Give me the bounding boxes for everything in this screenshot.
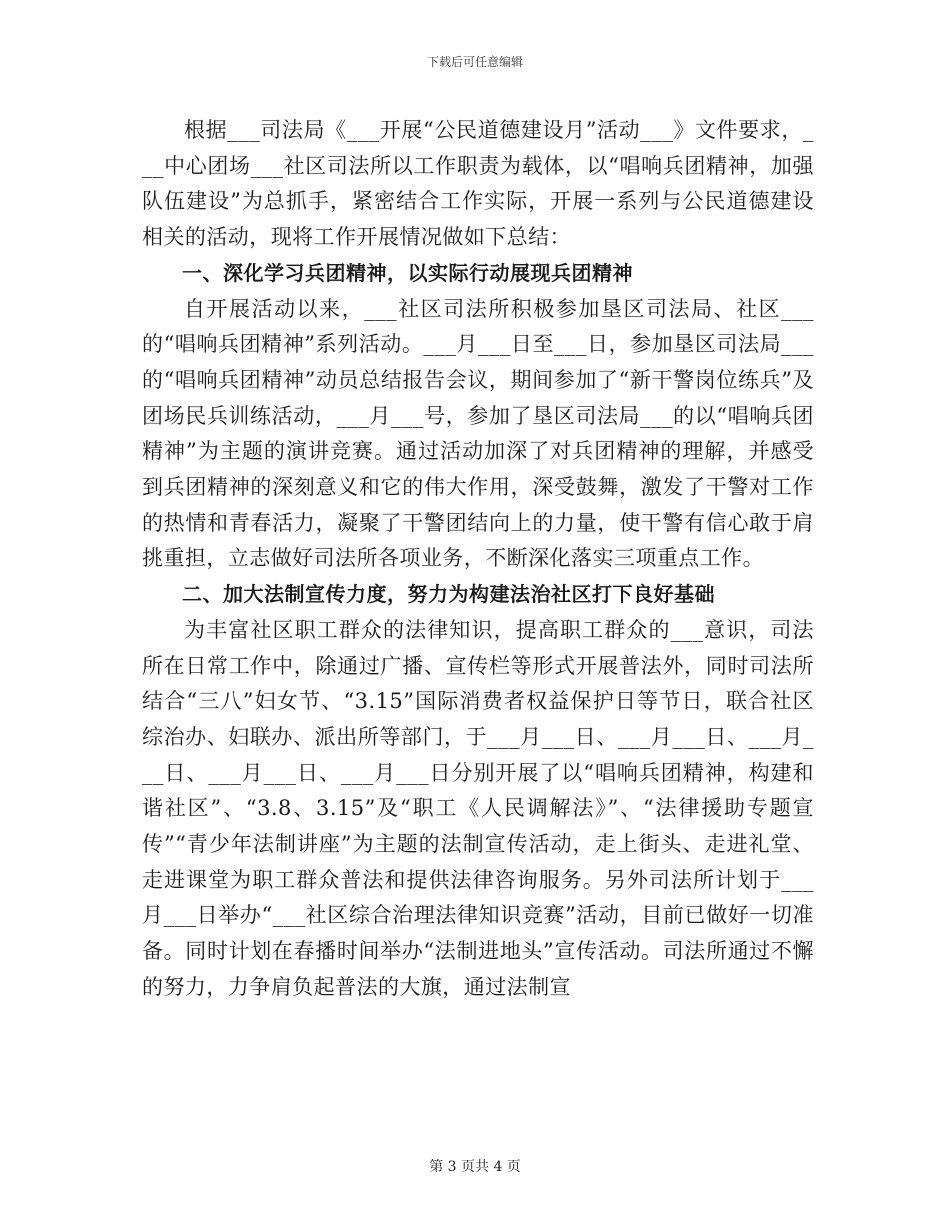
section-1-paragraph: 自开展活动以来，___社区司法所积极参加垦区司法局、社区___的“唱响兵团精神”系列活动。___月___日至___日，参加垦区司法局___的“唱响兵团精神”动员总结报告会议，期间参加了“新干警岗位练兵”及团场民兵训练活动，___月___号，参加了垦区司法局___的以“唱响兵团精神”为主题的演讲竞赛。通过活动加深了对兵团精神的理解，并感受到兵团精神的深刻意义和它的伟大作用，深受鼓舞，激发了干警对工作的热情和青春活力，凝聚了干警团结向上的力量，使干警有信心敢于肩挑重担，立志做好司法所各项业务，不断深化落实三项重点工作。 (142, 296, 814, 571)
page-header-note: 下载后可任意编辑 (426, 55, 523, 69)
section-2-heading: 二、加大法制宣传力度，努力为构建法治社区打下良好基础 (182, 582, 715, 607)
page-number: 第 3 页共 4 页 (429, 1159, 521, 1175)
intro-paragraph: 根据___司法局《___开展“公民道德建设月”活动___》文件要求，___中心团场___社区司法所以工作职责为载体，以“唱响兵团精神，加强队伍建设”为总抓手，紧密结合工作实际，开展一系列与公民道德建设相关的活动，现将工作开展情况做如下总结： (142, 118, 814, 250)
section-2-paragraph: 为丰富社区职工群众的法律知识，提高职工群众的___意识，司法所在日常工作中，除通过广播、宣传栏等形式开展普法外，同时司法所结合“三八”妇女节、“3.15”国际消费者权益保护日等节日，联合社区综治办、妇联办、派出所等部门，于___月___日、___月___日、___月___日、___月___日、___月___日分别开展了以“唱响兵团精神，构建和谐社区”、“3.8、3.15”及“职工《人民调解法》”、“法律援助专题宣传”“青少年法制讲座”为主题的法制宣传活动，走上街头、走进礼堂、走进课堂为职工群众普法和提供法律咨询服务。另外司法所计划于___月___日举办“___社区综合治理法律知识竞赛”活动，目前已做好一切准备。同时计划在春播时间举办“法制进地头”宣传活动。司法所通过不懈的努力，力争肩负起普法的大旗，通过法制宣 (142, 617, 814, 999)
document-body (142, 113, 814, 1006)
section-1-heading: 一、深化学习兵团精神，以实际行动展现兵团精神 (182, 260, 633, 285)
